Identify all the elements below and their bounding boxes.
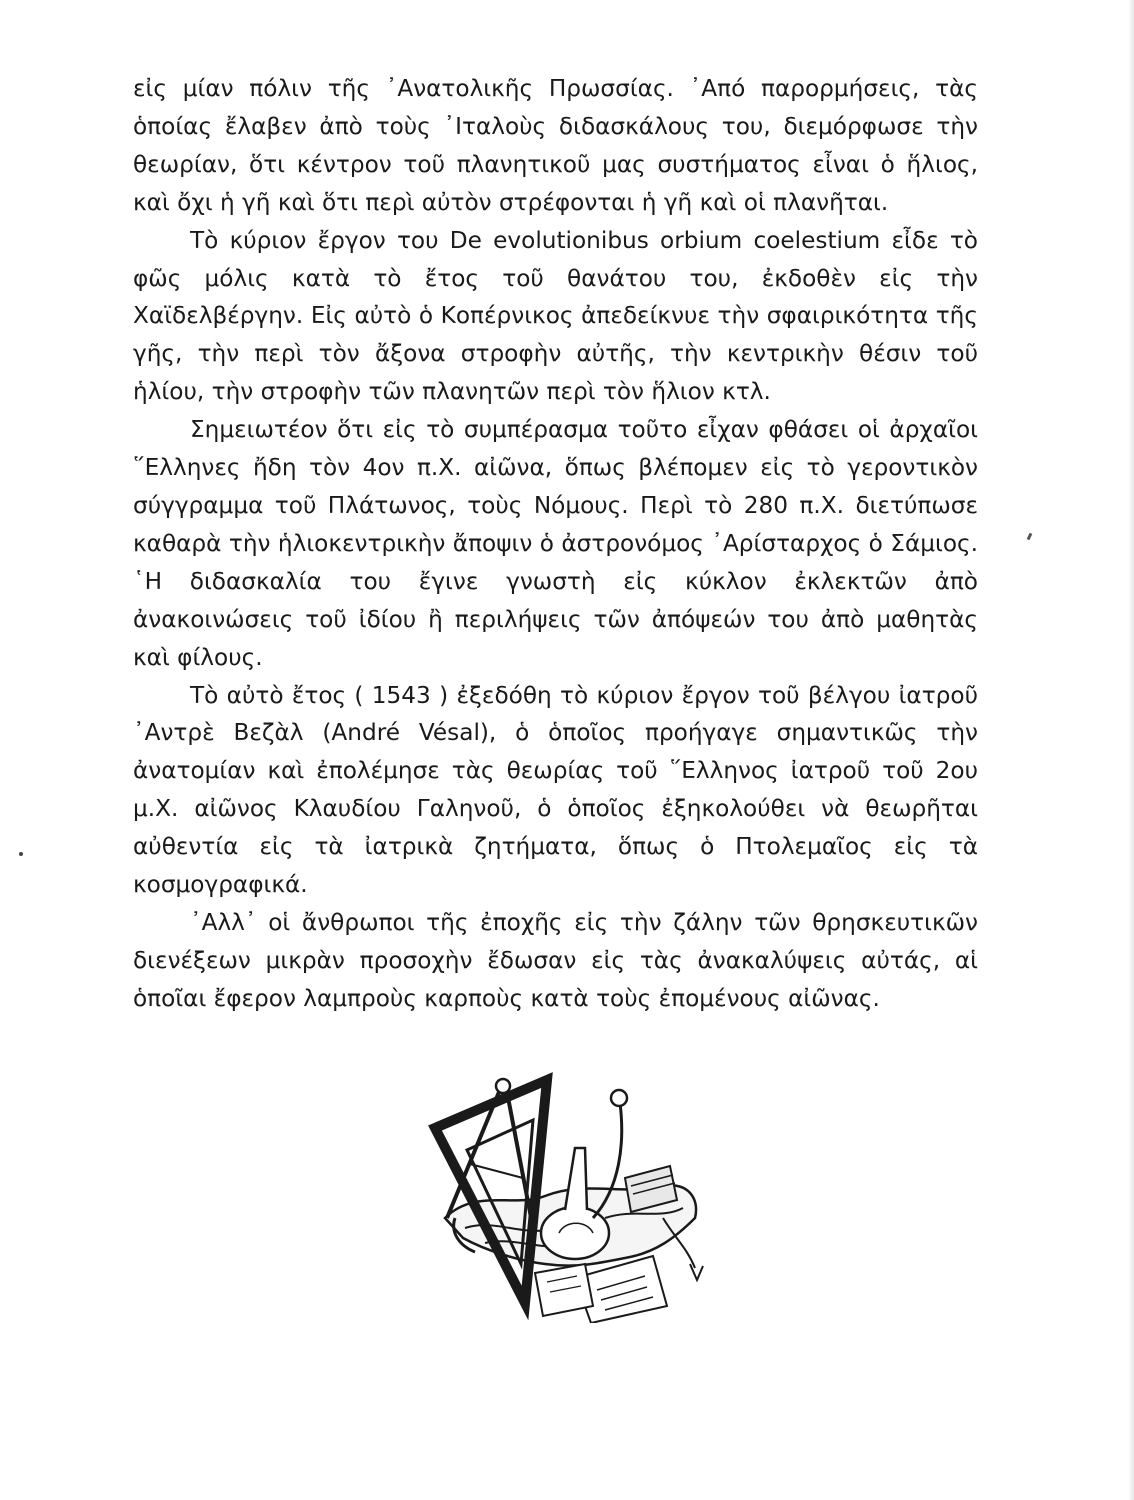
paragraph-2: Τὸ κύριον ἔργον του De evolutionibus orbium coelestium εἶδε τὸ φῶς μόλις κατὰ τὸ ἔτος τοῦ θανάτου του, ἐκδοθὲν εἰς τὴν Χαϊδελβέργην. Εἰς αὐτὸ ὁ Κοπέρνικος ἀπεδείκνυε τὴν σφαιρικότητα τῆς γῆς, τὴν περὶ τὸν ἄξονα στροφὴν αὐτῆς, τὴν κεντρικὴν θέσιν τοῦ ἡλίου, τὴν στροφὴν τῶν πλανητῶν περὶ τὸν ἥλιον κτλ. [133, 226, 978, 406]
page-edge-shadow [1128, 0, 1134, 1500]
body-text [133, 70, 978, 1018]
paragraph-5: ᾿Αλλ᾿ οἱ ἄνθρωποι τῆς ἐποχῆς εἰς τὴν ζάλην τῶν θρησκευτικῶν διενέξεων μικρὰν προσοχὴν ἔδωσαν εἰς τὰς ἀνακαλύψεις αὐτάς, αἱ ὁποῖαι ἔφερον λαμπροὺς καρποὺς κατὰ τοὺς ἐπομένους αἰῶνας. [133, 908, 978, 1012]
paragraph-3: Σημειωτέον ὅτι εἰς τὸ συμπέρασμα τοῦτο εἶχαν φθάσει οἱ ἀρχαῖοι ῞Ελληνες ἤδη τὸν 4ον π.Χ. αἰῶνα, ὅπως βλέπομεν εἰς τὸ γεροντικὸν σύγγραμμα τοῦ Πλάτωνος, τοὺς Νόμους. Περὶ τὸ 280 π.Χ. διετύπωσε καθαρὰ τὴν ἡλιοκεντρικὴν ἄποψιν ὁ ἀστρονόμος ᾿Αρίσταρχος ὁ Σάμιος. ῾Η διδασκαλία του ἔγινε γνωστὴ εἰς κύκλον ἐκλεκτῶν ἀπὸ ἀνακοινώσεις τοῦ ἰδίου ἢ περιλήψεις τῶν ἀπόψεών του ἀπὸ μαθητὰς καὶ φίλους. [133, 416, 978, 671]
scientific-instruments-vignette-icon [425, 1068, 715, 1323]
print-speck [19, 852, 23, 856]
paragraph-4: Τὸ αὐτὸ ἔτος ( 1543 ) ἐξεδόθη τὸ κύριον ἔργον τοῦ βέλγου ἰατροῦ ᾿Αντρὲ Βεζὰλ (André Vésal), ὁ ὁποῖος προήγαγε σημαντικῶς τὴν ἀνατομίαν καὶ ἐπολέμησε τὰς θεωρίας τοῦ ῞Ελληνος ἰατροῦ τοῦ 2ου μ.Χ. αἰῶνος Κλαυδίου Γαληνοῦ, ὁ ὁποῖος ἐξηκολούθει νὰ θεωρῆται αὐθεντία εἰς τὰ ἰατρικὰ ζητήματα, ὅπως ὁ Πτολεμαῖος εἰς τὰ κοσμογραφικά. [133, 681, 978, 899]
paragraph-1: εἰς μίαν πόλιν τῆς ᾿Ανατολικῆς Πρωσσίας. ᾿Από παρορμήσεις, τὰς ὁποίας ἔλαβεν ἀπὸ τοὺς ᾿Ιταλοὺς διδασκάλους του, διεμόρφωσε τὴν θεωρίαν, ὅτι κέντρον τοῦ πλανητικοῦ μας συστήματος εἶναι ὁ ἥλιος, καὶ ὄχι ἡ γῆ καὶ ὅτι περὶ αὐτὸν στρέφονται ἡ γῆ καὶ οἱ πλανῆται. [133, 75, 978, 216]
print-speck [1027, 533, 1033, 541]
